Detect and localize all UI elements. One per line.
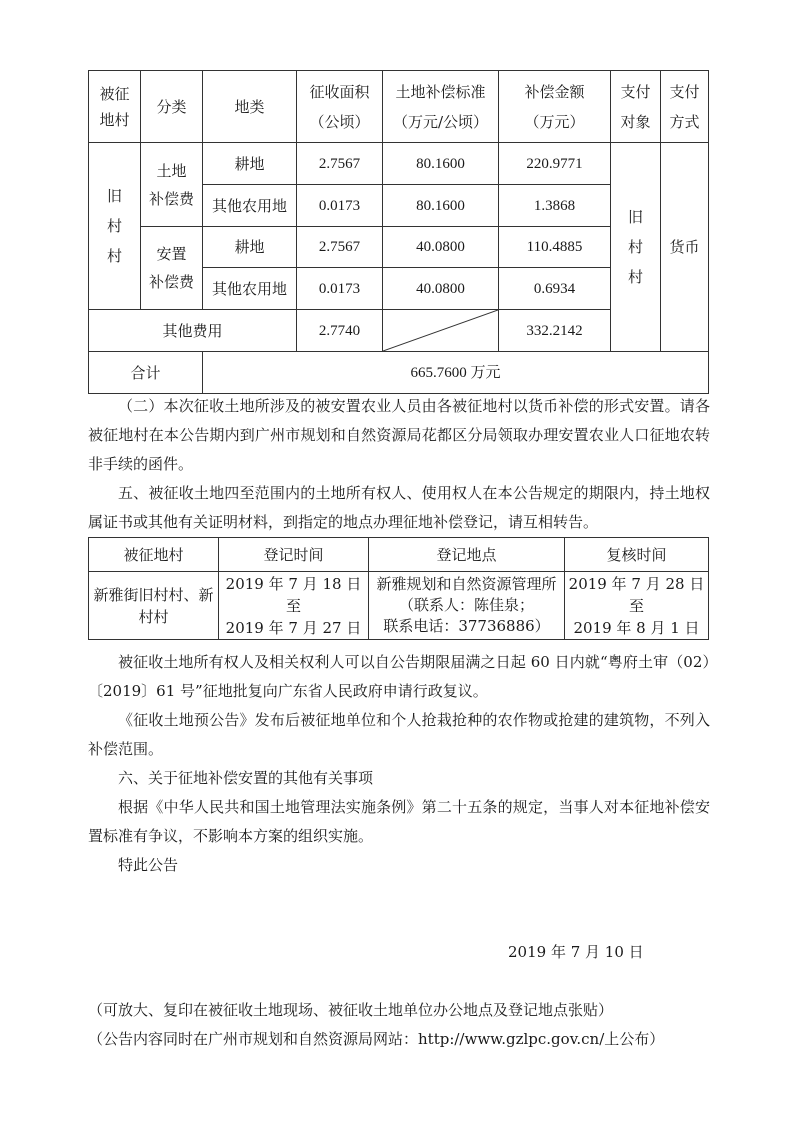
village-cell: 旧 村 村 <box>89 143 141 310</box>
standard-cell: 80.1600 <box>383 143 499 185</box>
notice-date: 2019 年 7 月 10 日 <box>508 943 644 961</box>
village-cell: 新雅街旧村村、新 村村 <box>89 572 219 640</box>
registration-table <box>88 537 709 640</box>
note-posting: （可放大、复印在被征收土地现场、被征收土地单位办公地点及登记地点张贴） <box>88 1001 614 1019</box>
header-village: 被征 地村 <box>89 71 141 143</box>
note-website: （公告内容同时在广州市规划和自然资源局网站：http://www.gzlpc.gov.cn/上公布） <box>88 1030 665 1048</box>
pay-method-cell: 货币 <box>661 143 709 352</box>
paragraph-resettlement: （二）本次征收土地所涉及的被安置农业人员由各被征地村以货币补偿的形式安置。请各被征地村在本公告期内到广州市规划和自然资源局花都区分局领取办理安置农业人口征地农转非手续的函件。 <box>88 397 710 473</box>
header-area: 征收面积 （公顷） <box>297 71 383 143</box>
header-pay-target: 支付 对象 <box>611 71 661 143</box>
section-heading-six: 六、关于征地补偿安置的其他有关事项 <box>118 769 374 787</box>
amount-cell: 220.9771 <box>499 143 611 185</box>
area-cell: 2.7567 <box>297 143 383 185</box>
reg-time-cell: 2019 年 7 月 18 日至 2019 年 7 月 27 日 <box>219 572 369 640</box>
header-review-time: 复核时间 <box>565 538 709 572</box>
table-row <box>89 143 709 185</box>
standard-cell: 40.0800 <box>383 268 499 310</box>
pay-target-cell: 旧 村 村 <box>611 143 661 352</box>
header-pay-method: 支付 方式 <box>661 71 709 143</box>
header-row <box>89 71 709 143</box>
paragraph-rush-planting: 《征收土地预公告》发布后被征地单位和个人抢栽抢种的农作物或抢建的建筑物，不列入补偿范围。 <box>88 711 710 758</box>
header-land-type: 地类 <box>203 71 297 143</box>
header-reg-place: 登记地点 <box>369 538 565 572</box>
area-cell: 2.7567 <box>297 227 383 268</box>
header-amount: 补偿金额 （万元） <box>499 71 611 143</box>
header-row <box>89 538 709 572</box>
review-time-cell: 2019 年 7 月 28 日至 2019 年 8 月 1 日 <box>565 572 709 640</box>
diagonal-blank-cell <box>383 310 499 352</box>
land-comp-label: 土地 补偿费 <box>141 143 203 227</box>
total-label: 合计 <box>89 352 203 394</box>
diagonal-line <box>383 310 498 351</box>
land-type-cell: 其他农用地 <box>203 185 297 227</box>
amount-cell: 0.6934 <box>499 268 611 310</box>
paragraph-review: 被征收土地所有权人及相关权利人可以自公告期限届满之日起 60 日内就“粤府土审（02）〔2019〕61 号”征地批复向广东省人民政府申请行政复议。 <box>88 653 710 700</box>
land-type-cell: 其他农用地 <box>203 268 297 310</box>
other-fees-label: 其他费用 <box>89 310 297 352</box>
land-type-cell: 耕地 <box>203 227 297 268</box>
standard-cell: 80.1600 <box>383 185 499 227</box>
area-cell: 0.0173 <box>297 185 383 227</box>
area-cell: 0.0173 <box>297 268 383 310</box>
paragraph-law: 根据《中华人民共和国土地管理法实施条例》第二十五条的规定，当事人对本征地补偿安置标准有争议，不影响本方案的组织实施。 <box>88 798 710 845</box>
other-fees-amount: 332.2142 <box>499 310 611 352</box>
land-type-cell: 耕地 <box>203 143 297 185</box>
reg-place-cell: 新雅规划和自然资源管理所 （联系人：陈佳泉； 联系电话：37736886） <box>369 572 565 640</box>
total-row <box>89 352 709 394</box>
closing-statement: 特此公告 <box>118 856 179 874</box>
resettle-comp-label: 安置 补偿费 <box>141 227 203 310</box>
standard-cell: 40.0800 <box>383 227 499 268</box>
compensation-table <box>88 70 709 394</box>
header-standard: 土地补偿标准 （万元/公顷） <box>383 71 499 143</box>
amount-cell: 110.4885 <box>499 227 611 268</box>
table-row <box>89 572 709 640</box>
paragraph-registration: 五、被征收土地四至范围内的土地所有权人、使用权人在本公告规定的期限内，持土地权属证书或其他有关证明材料，到指定的地点办理征地补偿登记，请互相转告。 <box>88 484 710 531</box>
total-value: 665.7600 万元 <box>203 352 709 394</box>
header-village: 被征地村 <box>89 538 219 572</box>
header-reg-time: 登记时间 <box>219 538 369 572</box>
header-category: 分类 <box>141 71 203 143</box>
amount-cell: 1.3868 <box>499 185 611 227</box>
other-fees-area: 2.7740 <box>297 310 383 352</box>
